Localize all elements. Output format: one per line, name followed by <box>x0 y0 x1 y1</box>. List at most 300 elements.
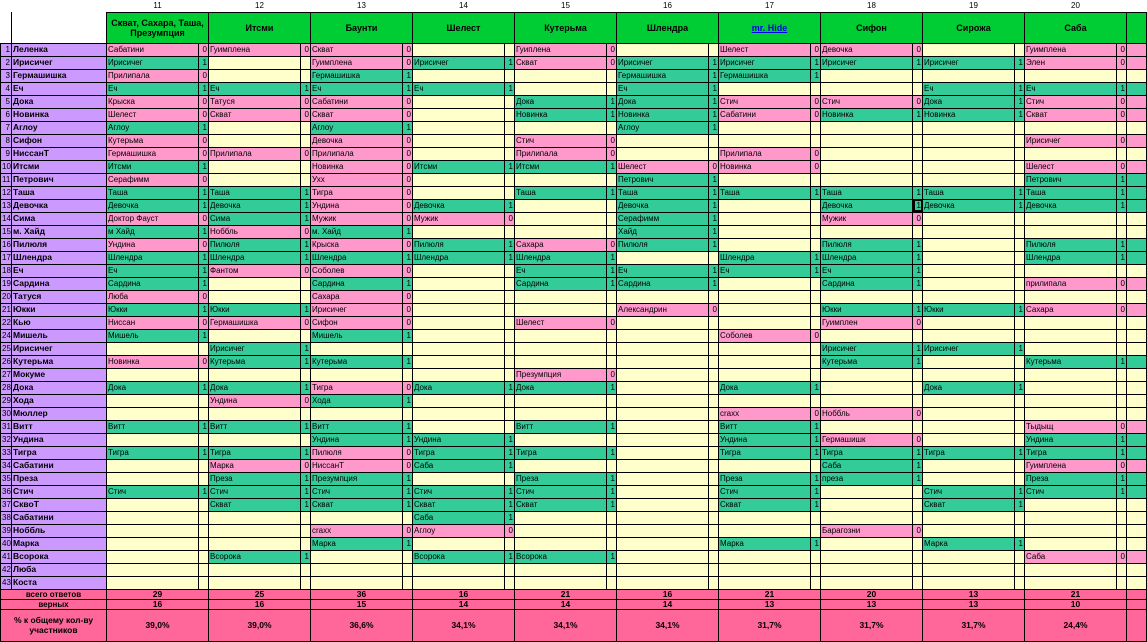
score-cell[interactable]: 0 <box>811 43 821 56</box>
answer-cell[interactable]: Сабатини <box>107 43 199 56</box>
answer-cell[interactable]: Новинка <box>515 108 607 121</box>
answer-cell[interactable] <box>209 407 301 420</box>
answer-cell[interactable] <box>209 56 301 69</box>
answer-cell[interactable] <box>107 459 199 472</box>
answer-cell[interactable]: Скват <box>413 498 505 511</box>
totals-value[interactable]: 21 <box>719 589 821 599</box>
answer-cell[interactable]: Стич <box>923 485 1015 498</box>
score-cell[interactable]: 1 <box>811 485 821 498</box>
score-cell[interactable]: 1 <box>1117 472 1127 485</box>
answer-cell[interactable] <box>617 134 709 147</box>
score-cell[interactable] <box>709 446 719 459</box>
participant-name[interactable]: Новинка <box>12 108 107 121</box>
score-cell[interactable]: 1 <box>199 381 209 394</box>
score-cell[interactable] <box>1015 238 1025 251</box>
score-cell[interactable] <box>505 303 515 316</box>
score-cell[interactable]: 0 <box>301 43 311 56</box>
score-cell[interactable]: 0 <box>1117 277 1127 290</box>
score-cell[interactable] <box>1015 420 1025 433</box>
answer-cell[interactable] <box>821 173 913 186</box>
score-cell[interactable] <box>1117 563 1127 576</box>
score-cell[interactable]: 1 <box>1015 303 1025 316</box>
answer-cell[interactable]: Новинка <box>821 108 913 121</box>
score-cell[interactable] <box>913 537 923 550</box>
answer-cell[interactable] <box>617 290 709 303</box>
score-cell[interactable] <box>1117 329 1127 342</box>
answer-cell[interactable]: Гуимплена <box>1025 459 1117 472</box>
score-cell[interactable]: 1 <box>607 264 617 277</box>
answer-cell[interactable] <box>617 459 709 472</box>
answer-cell[interactable] <box>923 433 1015 446</box>
score-cell[interactable] <box>811 277 821 290</box>
participant-name[interactable]: Юкки <box>12 303 107 316</box>
row-number[interactable]: 31 <box>2 422 11 431</box>
score-cell[interactable]: 1 <box>607 160 617 173</box>
score-cell[interactable] <box>709 576 719 589</box>
answer-cell[interactable] <box>617 576 709 589</box>
answer-cell[interactable]: Еч <box>107 82 199 95</box>
score-cell[interactable]: 1 <box>607 186 617 199</box>
answer-cell[interactable] <box>107 368 199 381</box>
answer-cell[interactable] <box>413 537 505 550</box>
score-cell[interactable]: 1 <box>505 160 515 173</box>
score-cell[interactable]: 1 <box>913 56 923 69</box>
score-cell[interactable]: 0 <box>811 108 821 121</box>
totals-value[interactable]: 34,1% <box>515 609 617 641</box>
score-cell[interactable] <box>1015 134 1025 147</box>
score-cell[interactable]: 0 <box>403 381 413 394</box>
answer-cell[interactable] <box>515 433 607 446</box>
score-cell[interactable] <box>913 121 923 134</box>
participant-name[interactable]: Кью <box>12 316 107 329</box>
answer-cell[interactable]: Юкки <box>107 303 199 316</box>
score-cell[interactable] <box>913 173 923 186</box>
answer-cell[interactable] <box>1025 524 1117 537</box>
answer-cell[interactable] <box>413 225 505 238</box>
answer-cell[interactable] <box>209 290 301 303</box>
score-cell[interactable] <box>607 459 617 472</box>
score-cell[interactable] <box>1015 251 1025 264</box>
score-cell[interactable] <box>1117 212 1127 225</box>
score-cell[interactable]: 1 <box>913 186 923 199</box>
score-cell[interactable] <box>403 563 413 576</box>
score-cell[interactable]: 1 <box>709 108 719 121</box>
row-number[interactable]: 36 <box>2 487 11 496</box>
answer-cell[interactable]: Гуимплена <box>1025 43 1117 56</box>
score-cell[interactable] <box>913 290 923 303</box>
answer-cell[interactable]: Сардина <box>617 277 709 290</box>
score-cell[interactable]: 1 <box>199 82 209 95</box>
answer-cell[interactable] <box>515 407 607 420</box>
answer-cell[interactable] <box>821 394 913 407</box>
answer-cell[interactable] <box>209 69 301 82</box>
totals-value[interactable]: 21 <box>1025 589 1127 599</box>
answer-cell[interactable] <box>923 238 1015 251</box>
score-cell[interactable] <box>199 537 209 550</box>
answer-cell[interactable]: Ухх <box>311 173 403 186</box>
participant-name[interactable]: Кутерьма <box>12 355 107 368</box>
answer-cell[interactable]: Таша <box>719 186 811 199</box>
score-cell[interactable]: 0 <box>403 134 413 147</box>
team-header[interactable]: Баунти <box>311 12 413 43</box>
score-cell[interactable] <box>811 576 821 589</box>
answer-cell[interactable] <box>1025 316 1117 329</box>
participant-name[interactable]: Дока <box>12 381 107 394</box>
score-cell[interactable]: 0 <box>1117 420 1127 433</box>
answer-cell[interactable] <box>515 69 607 82</box>
participant-name[interactable]: СквоТ <box>12 498 107 511</box>
score-cell[interactable]: 1 <box>913 342 923 355</box>
score-cell[interactable]: 1 <box>607 472 617 485</box>
score-cell[interactable]: 1 <box>1015 342 1025 355</box>
column-number[interactable]: 20 <box>1025 0 1127 12</box>
answer-cell[interactable]: Кутерьма <box>311 355 403 368</box>
score-cell[interactable]: 1 <box>505 446 515 459</box>
score-cell[interactable] <box>913 485 923 498</box>
answer-cell[interactable] <box>923 563 1015 576</box>
score-cell[interactable] <box>1015 394 1025 407</box>
score-cell[interactable]: 0 <box>199 69 209 82</box>
answer-cell[interactable] <box>515 563 607 576</box>
edge-cell[interactable] <box>1127 381 1147 394</box>
score-cell[interactable]: 1 <box>1015 186 1025 199</box>
score-cell[interactable]: 1 <box>913 277 923 290</box>
answer-cell[interactable]: Пилюля <box>413 238 505 251</box>
score-cell[interactable]: 1 <box>403 433 413 446</box>
participant-name[interactable]: Ундина <box>12 433 107 446</box>
answer-cell[interactable]: Крыска <box>311 238 403 251</box>
answer-cell[interactable]: Еч <box>719 264 811 277</box>
column-number[interactable]: 14 <box>413 0 515 12</box>
score-cell[interactable]: 0 <box>199 43 209 56</box>
answer-cell[interactable]: Сардина <box>311 277 403 290</box>
answer-cell[interactable] <box>209 160 301 173</box>
row-number[interactable]: 11 <box>2 175 11 184</box>
score-cell[interactable]: 1 <box>913 264 923 277</box>
row-number[interactable]: 4 <box>1 82 12 95</box>
score-cell[interactable] <box>709 459 719 472</box>
row-number[interactable]: 20 <box>2 292 11 301</box>
answer-cell[interactable]: Витт <box>107 420 199 433</box>
score-cell[interactable]: 0 <box>403 186 413 199</box>
score-cell[interactable] <box>1015 147 1025 160</box>
score-cell[interactable]: 1 <box>1015 82 1025 95</box>
answer-cell[interactable]: Скват <box>923 498 1015 511</box>
score-cell[interactable]: 1 <box>607 95 617 108</box>
answer-cell[interactable]: Сардина <box>821 277 913 290</box>
answer-cell[interactable]: Ундина <box>1025 433 1117 446</box>
edge-cell[interactable] <box>1127 609 1147 641</box>
score-cell[interactable]: 1 <box>1015 199 1025 212</box>
answer-cell[interactable]: Дока <box>719 381 811 394</box>
score-cell[interactable]: 0 <box>199 212 209 225</box>
answer-cell[interactable]: Ноббль <box>209 225 301 238</box>
answer-cell[interactable] <box>515 303 607 316</box>
answer-cell[interactable] <box>923 173 1015 186</box>
participant-name[interactable]: Петрович <box>12 173 107 186</box>
row-number[interactable]: 8 <box>1 134 12 147</box>
edge-cell[interactable] <box>1127 147 1147 160</box>
participant-name[interactable]: НиссанТ <box>12 147 107 160</box>
participant-name[interactable]: Тигра <box>12 446 107 459</box>
score-cell[interactable]: 1 <box>403 251 413 264</box>
score-cell[interactable] <box>811 394 821 407</box>
answer-cell[interactable]: Кутерьма <box>107 134 199 147</box>
score-cell[interactable] <box>913 134 923 147</box>
score-cell[interactable] <box>1015 212 1025 225</box>
score-cell[interactable]: 1 <box>709 212 719 225</box>
score-cell[interactable] <box>505 329 515 342</box>
score-cell[interactable] <box>1015 329 1025 342</box>
score-cell[interactable]: 0 <box>1117 134 1127 147</box>
score-cell[interactable] <box>505 394 515 407</box>
score-cell[interactable]: 1 <box>301 381 311 394</box>
answer-cell[interactable]: Кутерьма <box>1025 355 1117 368</box>
answer-cell[interactable]: Саба <box>821 459 913 472</box>
score-cell[interactable]: 1 <box>1015 381 1025 394</box>
score-cell[interactable] <box>505 264 515 277</box>
team-header[interactable]: Сифон <box>821 12 923 43</box>
answer-cell[interactable]: Ундина <box>413 433 505 446</box>
row-number[interactable]: 29 <box>2 396 11 405</box>
answer-cell[interactable]: Саба <box>413 511 505 524</box>
score-cell[interactable] <box>913 147 923 160</box>
edge-cell[interactable] <box>1127 82 1147 95</box>
answer-cell[interactable]: Ирисичег <box>821 342 913 355</box>
score-cell[interactable] <box>607 394 617 407</box>
score-cell[interactable]: 1 <box>199 186 209 199</box>
answer-cell[interactable] <box>617 147 709 160</box>
column-number[interactable]: 18 <box>821 0 923 12</box>
answer-cell[interactable]: Прилипала <box>209 147 301 160</box>
answer-cell[interactable] <box>515 342 607 355</box>
answer-cell[interactable]: Скват <box>209 108 301 121</box>
score-cell[interactable]: 1 <box>199 264 209 277</box>
answer-cell[interactable]: Мужик <box>311 212 403 225</box>
answer-cell[interactable]: Таша <box>107 186 199 199</box>
totals-value[interactable]: 13 <box>923 599 1025 609</box>
score-cell[interactable] <box>1117 407 1127 420</box>
score-cell[interactable] <box>505 69 515 82</box>
row-number[interactable]: 34 <box>2 461 11 470</box>
answer-cell[interactable]: Ниссан <box>107 316 199 329</box>
answer-cell[interactable]: Таша <box>515 186 607 199</box>
score-cell[interactable]: 1 <box>403 277 413 290</box>
score-cell[interactable] <box>709 147 719 160</box>
score-cell[interactable]: 0 <box>199 290 209 303</box>
edge-cell[interactable] <box>1127 563 1147 576</box>
answer-cell[interactable]: Марка <box>719 537 811 550</box>
answer-cell[interactable]: Доктор Фауст <box>107 212 199 225</box>
score-cell[interactable]: 1 <box>505 550 515 563</box>
score-cell[interactable] <box>709 290 719 303</box>
score-cell[interactable]: 1 <box>1117 446 1127 459</box>
score-cell[interactable] <box>709 394 719 407</box>
score-cell[interactable] <box>301 173 311 186</box>
corner-cell[interactable] <box>1127 0 1147 12</box>
score-cell[interactable]: 1 <box>199 251 209 264</box>
score-cell[interactable]: 1 <box>913 446 923 459</box>
score-cell[interactable]: 1 <box>1117 355 1127 368</box>
answer-cell[interactable]: Девочка <box>1025 199 1117 212</box>
answer-cell[interactable] <box>107 511 199 524</box>
answer-cell[interactable] <box>821 485 913 498</box>
score-cell[interactable] <box>301 69 311 82</box>
answer-cell[interactable]: Мужик <box>821 212 913 225</box>
answer-cell[interactable] <box>311 342 403 355</box>
score-cell[interactable]: 1 <box>913 303 923 316</box>
participant-name[interactable]: м. Хайд <box>12 225 107 238</box>
score-cell[interactable] <box>709 381 719 394</box>
answer-cell[interactable] <box>923 368 1015 381</box>
score-cell[interactable]: 0 <box>811 407 821 420</box>
score-cell[interactable] <box>607 511 617 524</box>
row-number[interactable]: 21 <box>2 305 11 314</box>
score-cell[interactable]: 1 <box>301 446 311 459</box>
score-cell[interactable] <box>811 459 821 472</box>
answer-cell[interactable] <box>617 563 709 576</box>
score-cell[interactable]: 1 <box>607 498 617 511</box>
score-cell[interactable]: 1 <box>403 485 413 498</box>
score-cell[interactable] <box>403 550 413 563</box>
answer-cell[interactable]: Гермашишк <box>821 433 913 446</box>
participant-name[interactable]: Хода <box>12 394 107 407</box>
answer-cell[interactable] <box>1025 511 1117 524</box>
answer-cell[interactable]: Новинка <box>617 108 709 121</box>
answer-cell[interactable] <box>107 394 199 407</box>
answer-cell[interactable]: Пилюля <box>311 446 403 459</box>
edge-cell[interactable] <box>1127 134 1147 147</box>
edge-cell[interactable] <box>1127 316 1147 329</box>
answer-cell[interactable] <box>617 550 709 563</box>
score-cell[interactable] <box>301 134 311 147</box>
answer-cell[interactable] <box>719 173 811 186</box>
answer-cell[interactable]: Дока <box>923 95 1015 108</box>
score-cell[interactable]: 1 <box>301 472 311 485</box>
answer-cell[interactable] <box>1025 147 1117 160</box>
answer-cell[interactable]: Кутерьма <box>821 355 913 368</box>
score-cell[interactable]: 1 <box>607 381 617 394</box>
answer-cell[interactable] <box>821 82 913 95</box>
participant-name[interactable]: Мокуме <box>12 368 107 381</box>
score-cell[interactable] <box>505 563 515 576</box>
score-cell[interactable]: 1 <box>709 277 719 290</box>
answer-cell[interactable]: Преза <box>209 472 301 485</box>
answer-cell[interactable]: Тигра <box>515 446 607 459</box>
score-cell[interactable]: 1 <box>1117 485 1127 498</box>
answer-cell[interactable]: Гуимплен <box>821 316 913 329</box>
answer-cell[interactable]: Аглоу <box>107 121 199 134</box>
answer-cell[interactable] <box>413 407 505 420</box>
answer-cell[interactable] <box>617 381 709 394</box>
answer-cell[interactable] <box>1025 69 1117 82</box>
answer-cell[interactable] <box>719 121 811 134</box>
edge-cell[interactable] <box>1127 12 1147 43</box>
answer-cell[interactable] <box>107 537 199 550</box>
answer-cell[interactable]: Девочка <box>617 199 709 212</box>
answer-cell[interactable]: Тыдыщ <box>1025 420 1117 433</box>
score-cell[interactable] <box>301 121 311 134</box>
score-cell[interactable] <box>811 82 821 95</box>
score-cell[interactable]: 1 <box>301 186 311 199</box>
answer-cell[interactable]: Гуиплена <box>515 43 607 56</box>
totals-label[interactable]: % к общему кол-ву участников <box>1 609 107 641</box>
answer-cell[interactable]: Мишель <box>311 329 403 342</box>
answer-cell[interactable] <box>923 290 1015 303</box>
score-cell[interactable] <box>199 342 209 355</box>
answer-cell[interactable] <box>209 433 301 446</box>
answer-cell[interactable] <box>413 368 505 381</box>
score-cell[interactable]: 0 <box>607 56 617 69</box>
answer-cell[interactable] <box>515 121 607 134</box>
answer-cell[interactable] <box>821 134 913 147</box>
score-cell[interactable] <box>811 173 821 186</box>
row-number[interactable]: 12 <box>2 188 11 197</box>
score-cell[interactable]: 0 <box>403 303 413 316</box>
answer-cell[interactable] <box>719 550 811 563</box>
participant-name[interactable]: Пилюля <box>12 238 107 251</box>
answer-cell[interactable] <box>413 264 505 277</box>
score-cell[interactable] <box>505 108 515 121</box>
answer-cell[interactable]: crаxx <box>311 524 403 537</box>
score-cell[interactable] <box>811 563 821 576</box>
edge-cell[interactable] <box>1127 56 1147 69</box>
answer-cell[interactable]: Дока <box>515 381 607 394</box>
score-cell[interactable] <box>505 537 515 550</box>
answer-cell[interactable] <box>719 82 811 95</box>
answer-cell[interactable] <box>515 576 607 589</box>
answer-cell[interactable] <box>413 342 505 355</box>
answer-cell[interactable] <box>209 121 301 134</box>
score-cell[interactable] <box>1015 69 1025 82</box>
score-cell[interactable]: 1 <box>811 56 821 69</box>
answer-cell[interactable]: Всорока <box>209 550 301 563</box>
score-cell[interactable]: 1 <box>301 82 311 95</box>
answer-cell[interactable]: Александрин <box>617 303 709 316</box>
team-header[interactable] <box>719 12 821 43</box>
answer-cell[interactable]: Витт <box>209 420 301 433</box>
score-cell[interactable] <box>505 420 515 433</box>
edge-cell[interactable] <box>1127 407 1147 420</box>
score-cell[interactable]: 1 <box>1117 173 1127 186</box>
participant-name[interactable]: Леленка <box>12 43 107 56</box>
score-cell[interactable] <box>1117 394 1127 407</box>
row-number[interactable]: 40 <box>2 539 11 548</box>
score-cell[interactable] <box>607 407 617 420</box>
score-cell[interactable] <box>1015 576 1025 589</box>
score-cell[interactable] <box>811 316 821 329</box>
score-cell[interactable]: 0 <box>811 329 821 342</box>
answer-cell[interactable]: Шелест <box>719 43 811 56</box>
answer-cell[interactable]: Девочка <box>209 199 301 212</box>
answer-cell[interactable] <box>413 290 505 303</box>
score-cell[interactable] <box>1117 511 1127 524</box>
answer-cell[interactable]: Шлендра <box>821 251 913 264</box>
answer-cell[interactable]: Витт <box>719 420 811 433</box>
answer-cell[interactable]: Таша <box>923 186 1015 199</box>
score-cell[interactable] <box>913 82 923 95</box>
column-number[interactable]: 11 <box>107 0 209 12</box>
answer-cell[interactable] <box>1025 264 1117 277</box>
score-cell[interactable]: 0 <box>403 199 413 212</box>
participant-name[interactable]: Всорока <box>12 550 107 563</box>
answer-cell[interactable]: Еч <box>617 264 709 277</box>
totals-label[interactable]: всего ответов <box>1 589 107 599</box>
answer-cell[interactable] <box>923 212 1015 225</box>
answer-cell[interactable] <box>821 550 913 563</box>
answer-cell[interactable]: Дока <box>617 95 709 108</box>
edge-cell[interactable] <box>1127 43 1147 56</box>
